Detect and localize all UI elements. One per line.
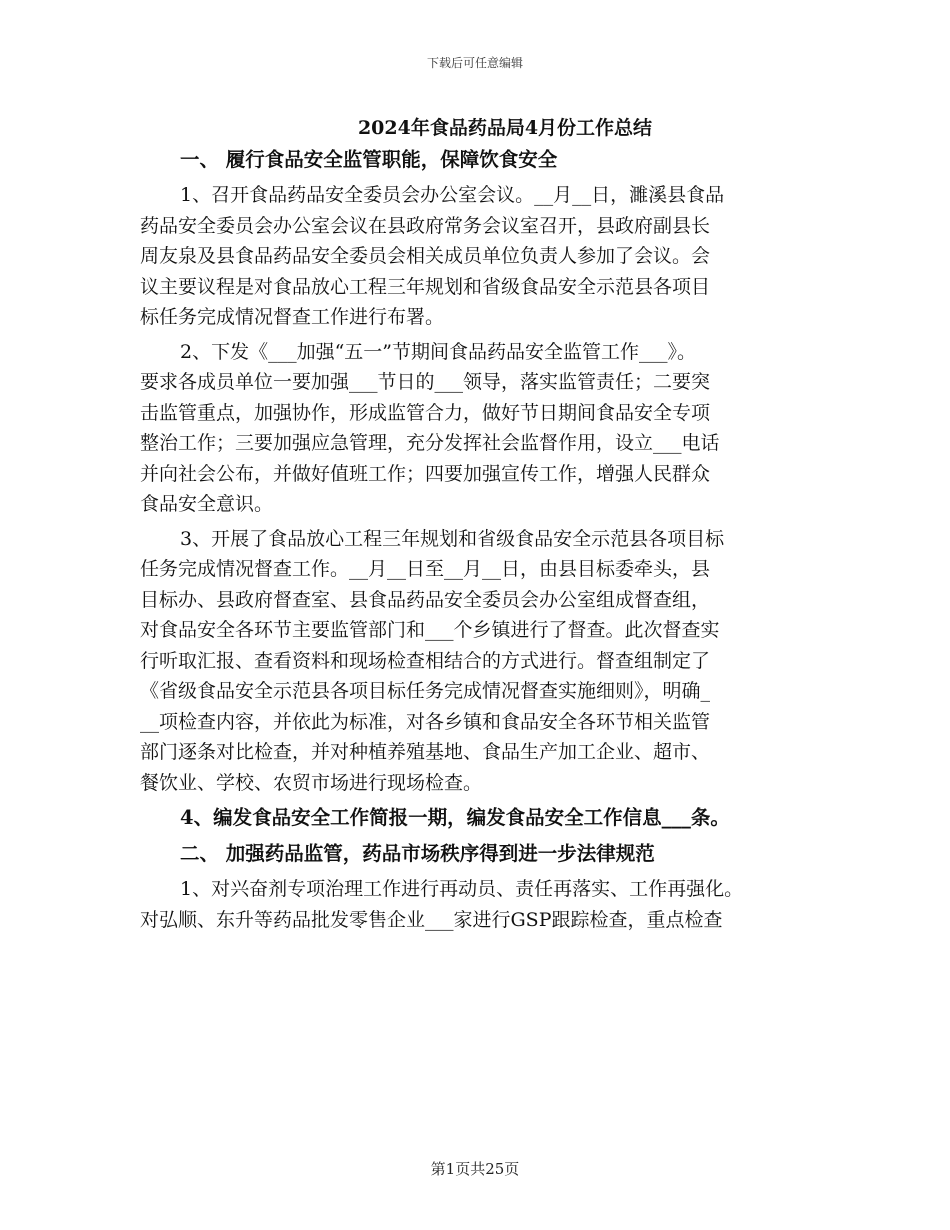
text-line: 部门逐条对比检查，并对种植养殖基地、食品生产加工企业、超市、	[140, 741, 711, 763]
page-footer: 第1页共25页	[430, 1160, 520, 1178]
text-line: 并向社会公布，并做好值班工作；四要加强宣传工作，增强人民群众	[140, 462, 711, 485]
text-line: 标任务完成情况督查工作进行布署。	[140, 306, 445, 328]
text-line: 1、召开食品药品安全委员会办公室会议。__月__日，濉溪县食品	[180, 184, 725, 206]
text-line: 击监管重点，加强协作，形成监管合力，做好节日期间食品安全专项	[140, 401, 711, 424]
text-line: 议主要议程是对食品放心工程三年规划和省级食品安全示范县各项目	[140, 275, 711, 298]
document-title: 2024年食品药品局4月份工作总结	[357, 117, 653, 139]
text-line: 《省级食品安全示范县各项目标任务完成情况督查实施细则》，明确_	[140, 680, 711, 702]
text-line: __项检查内容，并依此为标准，对各乡镇和食品安全各环节相关监管	[140, 710, 711, 733]
text-line: 1、对兴奋剂专项治理工作进行再动员、责任再落实、工作再强化。	[180, 878, 744, 900]
page-header: 下载后可任意编辑	[426, 56, 523, 70]
bold-item-4: 4、编发食品安全工作简报一期，编发食品安全工作信息___条。	[180, 806, 730, 829]
text-line: 药品安全委员会办公室会议在县政府常务会议室召开，县政府副县长	[140, 214, 711, 237]
text-line: 周友泉及县食品药品安全委员会相关成员单位负责人参加了会议。会	[140, 245, 711, 267]
paragraph-1	[140, 180, 830, 333]
text-line: 对弘顺、东升等药品批发零售企业___家进行GSP跟踪检查，重点检查	[140, 908, 723, 931]
text-line: 任务完成情况督查工作。__月__日至__月__日，由县目标委牵头，县	[140, 558, 711, 580]
text-line: 要求各成员单位一要加强___节日的___领导，落实监管责任；二要突	[140, 371, 711, 393]
text-line: 食品安全意识。	[140, 493, 274, 515]
paragraph-2	[140, 337, 830, 520]
text-line: 目标办、县政府督查室、县食品药品安全委员会办公室组成督查组，	[140, 588, 711, 611]
text-line: 整治工作；三要加强应急管理，充分发挥社会监督作用，设立___电话	[140, 432, 720, 454]
text-line: 餐饮业、学校、农贸市场进行现场检查。	[140, 771, 483, 794]
paragraph-3	[140, 524, 830, 799]
text-line: 2、下发《___加强“五一”节期间食品药品安全监管工作___》。	[180, 340, 697, 363]
text-line: 对食品安全各环节主要监管部门和___个乡镇进行了督查。此次督查实	[140, 619, 720, 641]
paragraph-4	[140, 874, 830, 935]
text-line: 行听取汇报、查看资料和现场检查相结合的方式进行。督查组制定了	[140, 649, 711, 672]
text-line: 3、开展了食品放心工程三年规划和省级食品安全示范县各项目标	[180, 527, 725, 550]
document-body	[140, 112, 830, 939]
section-heading-2: 二、 加强药品监管，药品市场秩序得到进一步法律规范	[180, 842, 655, 865]
section-heading-1: 一、 履行食品安全监管职能，保障饮食安全	[180, 148, 558, 171]
